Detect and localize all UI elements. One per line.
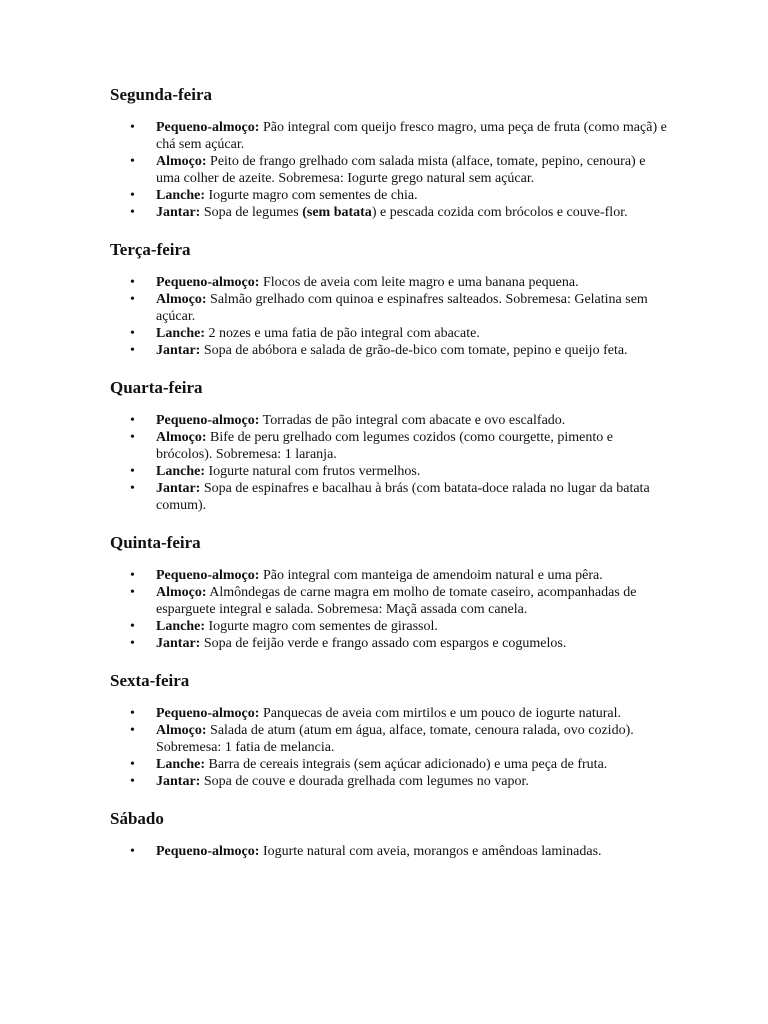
meal-text: 2 nozes e uma fatia de pão integral com abacate. [205,326,480,341]
meal-text: Iogurte natural com aveia, morangos e amêndoas laminadas. [259,844,602,859]
meal-label: Pequeno-almoço: [156,844,260,859]
meal-label: Pequeno-almoço: [156,706,260,721]
day-thursday [110,532,670,652]
meal-text: Pão integral com queijo fresco magro, uma peça de fruta (como maçã) e chá sem açúcar. [156,120,667,152]
list-item [110,843,670,860]
list-item [110,635,670,652]
day-wednesday [110,377,670,514]
meal-text: Torradas de pão integral com abacate e ovo escalfado. [259,413,566,428]
meal-label: Lanche: [156,464,205,479]
list-item [110,187,670,204]
meal-label: Pequeno-almoço: [156,275,260,290]
list-item [110,705,670,722]
list-item [110,756,670,773]
meal-text: Bife de peru grelhado com legumes cozidos (como courgette, pimento e brócolos). Sobremesa: 1 laranja. [156,430,613,462]
meal-label: Lanche: [156,326,205,341]
list-item [110,153,670,187]
list-item [110,567,670,584]
meal-text: Almôndegas de carne magra em molho de tomate caseiro, acompanhadas de esparguete integral e salada. Sobremesa: Maçã assada com canela. [156,585,637,617]
day-title: Segunda-feira [110,85,212,104]
meal-text: Sopa de legumes [200,205,303,220]
document-page [110,84,670,878]
meal-text: Sopa de abóbora e salada de grão-de-bico com tomate, pepino e queijo feta. [200,343,628,358]
list-item [110,204,670,221]
meal-label: Jantar: [156,636,201,651]
meal-list [110,705,670,790]
list-item [110,274,670,291]
day-tuesday [110,239,670,359]
meal-label: Lanche: [156,757,205,772]
meal-label: Jantar: [156,481,201,496]
day-monday [110,84,670,221]
list-item [110,618,670,635]
meal-label: Almoço: [156,585,207,600]
meal-label: Almoço: [156,430,207,445]
list-item [110,722,670,756]
meal-text: Iogurte magro com sementes de chia. [205,188,418,203]
meal-label: Almoço: [156,723,207,738]
day-title: Terça-feira [110,240,191,259]
meal-label: Jantar: [156,774,201,789]
meal-text: Sopa de couve e dourada grelhada com legumes no vapor. [200,774,529,789]
list-item [110,773,670,790]
meal-label: Jantar: [156,205,201,220]
day-saturday [110,808,670,860]
meal-text: Iogurte magro com sementes de girassol. [205,619,438,634]
meal-label: Pequeno-almoço: [156,120,260,135]
day-title: Quinta-feira [110,533,201,552]
list-item [110,342,670,359]
day-title: Sábado [110,809,164,828]
day-title: Sexta-feira [110,671,190,690]
meal-label: Pequeno-almoço: [156,413,260,428]
meal-label: Pequeno-almoço: [156,568,260,583]
meal-list [110,567,670,652]
list-item [110,412,670,429]
meal-text: Flocos de aveia com leite magro e uma banana pequena. [259,275,579,290]
meal-text: ) e pescada cozida com brócolos e couve-flor. [371,205,628,220]
list-item [110,291,670,325]
list-item [110,325,670,342]
list-item [110,480,670,514]
meal-text: Salmão grelhado com quinoa e espinafres salteados. Sobremesa: Gelatina sem açúcar. [156,292,648,324]
meal-text: Barra de cereais integrais (sem açúcar adicionado) e uma peça de fruta. [205,757,608,772]
meal-text: Panquecas de aveia com mirtilos e um pouco de iogurte natural. [259,706,621,721]
day-friday [110,670,670,790]
meal-label: Almoço: [156,154,207,169]
meal-text: Sopa de feijão verde e frango assado com espargos e cogumelos. [200,636,567,651]
meal-label: Lanche: [156,188,205,203]
meal-text: Salada de atum (atum em água, alface, tomate, cenoura ralada, ovo cozido). Sobremesa: 1 fatia de melancia. [156,723,634,755]
meal-list [110,274,670,359]
list-item [110,584,670,618]
list-item [110,463,670,480]
meal-label: Lanche: [156,619,205,634]
meal-list [110,412,670,514]
meal-text: Pão integral com manteiga de amendoim natural e uma pêra. [259,568,603,583]
day-title: Quarta-feira [110,378,203,397]
meal-label: Almoço: [156,292,207,307]
meal-emphasis: (sem batata [302,205,372,220]
list-item [110,429,670,463]
meal-label: Jantar: [156,343,201,358]
meal-text: Sopa de espinafres e bacalhau à brás (com batata-doce ralada no lugar da batata comum). [156,481,650,513]
meal-list [110,843,670,860]
list-item [110,119,670,153]
meal-text: Peito de frango grelhado com salada mista (alface, tomate, pepino, cenoura) e uma colher de azeite. Sobremesa: Iogurte grego natural sem açúcar. [156,154,646,186]
meal-text: Iogurte natural com frutos vermelhos. [205,464,421,479]
meal-list [110,119,670,221]
